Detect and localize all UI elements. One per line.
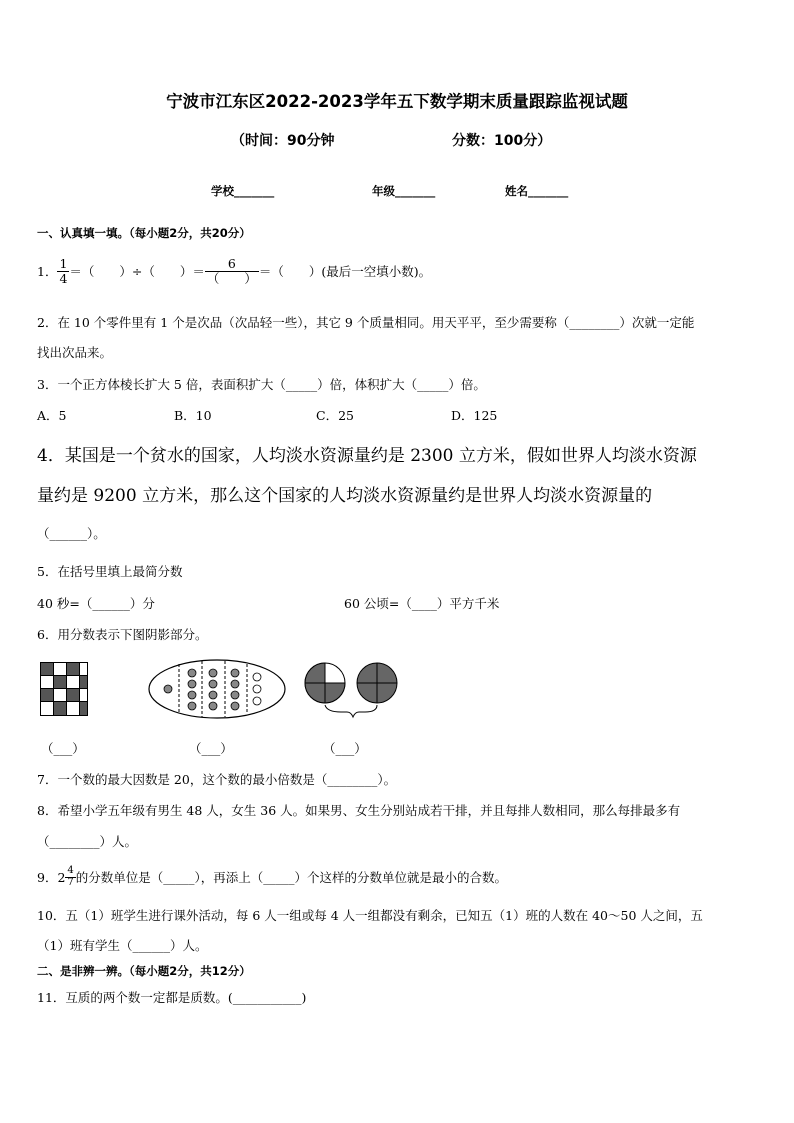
question-9 <box>37 862 507 892</box>
q5-part-a: 40 秒=（______）分 <box>37 596 155 611</box>
q1-tail: ＝（ ）(最后一空填小数)。 <box>258 264 432 279</box>
question-10-line1: 10．五（1）班学生进行课外活动，每 6 人一组或每 4 人一组都没有剩余，已知五（1）班的人数在 40～50 人之间，五 <box>37 908 703 923</box>
q1-frac2-num: 6 <box>205 257 259 271</box>
q9-frac-den: 7 <box>67 876 74 888</box>
q9-fraction <box>65 866 75 888</box>
section-2-heading: 二、是非辨一辨。（每小题2分，共12分） <box>37 964 251 978</box>
q6-blank-1[interactable]: （___） <box>41 741 85 756</box>
question-4-line3: （______）。 <box>37 526 106 541</box>
question-11: 11．互质的两个数一定都是质数。(___________) <box>37 990 307 1005</box>
q1-number: 1． <box>37 264 58 279</box>
question-2-line2: 找出次品来。 <box>37 345 113 360</box>
question-4-line1: 4．某国是一个贫水的国家，人均淡水资源量约是 2300 立方米，假如世界人均淡水资源 <box>37 446 697 466</box>
school-field: 学校_______ <box>211 184 275 198</box>
question-2-line1: 2．在 10 个零件里有 1 个是次品（次品轻一些），其它 9 个质量相同。用天平平，至少需要称（________）次就一定能 <box>37 315 695 330</box>
q9-frac-num: 4 <box>67 865 74 876</box>
q3-option-a: A．5 <box>37 408 67 423</box>
question-1 <box>37 251 431 291</box>
q1-fraction-2 <box>205 257 259 284</box>
q1-fraction <box>57 257 69 284</box>
section-1-heading: 一、认真填一填。（每小题2分，共20分） <box>37 226 251 240</box>
question-8-line1: 8．希望小学五年级有男生 48 人，女生 36 人。如果男、女生分别站成若干排，并且每排人数相同，那么每排最多有 <box>37 803 681 818</box>
circles-figure <box>303 662 403 720</box>
q9-tail: 的分数单位是（_____），再添上（_____）个这样的分数单位就是最小的合数。 <box>75 870 508 885</box>
q9-number: 9． <box>37 870 58 885</box>
q1-frac-num: 1 <box>59 256 68 272</box>
q5-part-b: 60 公顷=（____）平方千米 <box>344 596 500 611</box>
question-4-line2: 量约是 9200 立方米，那么这个国家的人均淡水资源量约是世界人均淡水资源量的 <box>37 486 653 506</box>
question-7: 7．一个数的最大因数是 20，这个数的最小倍数是（________）。 <box>37 772 397 787</box>
question-10-line2: （1）班有学生（______）人。 <box>37 938 208 953</box>
exam-time: （时间：90分钟 <box>231 133 335 149</box>
question-6: 6．用分数表示下图阴影部分。 <box>37 627 208 642</box>
exam-score: 分数：100分） <box>452 133 552 149</box>
q1-middle: ＝（ ）÷（ ）＝ <box>69 264 205 279</box>
name-field: 姓名_______ <box>505 184 569 198</box>
q1-frac-den: 4 <box>59 270 68 286</box>
grid-figure <box>40 662 90 717</box>
q6-blank-3[interactable]: （___） <box>323 741 367 756</box>
question-5: 5．在括号里填上最简分数 <box>37 564 183 579</box>
page-title: 宁波市江东区2022-2023学年五下数学期末质量跟踪监视试题 <box>166 92 628 111</box>
oval-dots-figure <box>147 658 287 720</box>
grade-field: 年级_______ <box>372 184 436 198</box>
question-8-line2: （________）人。 <box>37 834 138 849</box>
q3-option-d: D．125 <box>451 408 498 423</box>
q1-frac2-den: （ ） <box>206 270 257 286</box>
q3-option-b: B．10 <box>174 408 212 423</box>
q9-whole: 2 <box>57 869 66 885</box>
question-3: 3．一个正方体棱长扩大 5 倍，表面积扩大（_____）倍，体积扩大（_____）倍。 <box>37 377 486 392</box>
q3-option-c: C．25 <box>316 408 354 423</box>
q6-blank-2[interactable]: （___） <box>189 741 233 756</box>
